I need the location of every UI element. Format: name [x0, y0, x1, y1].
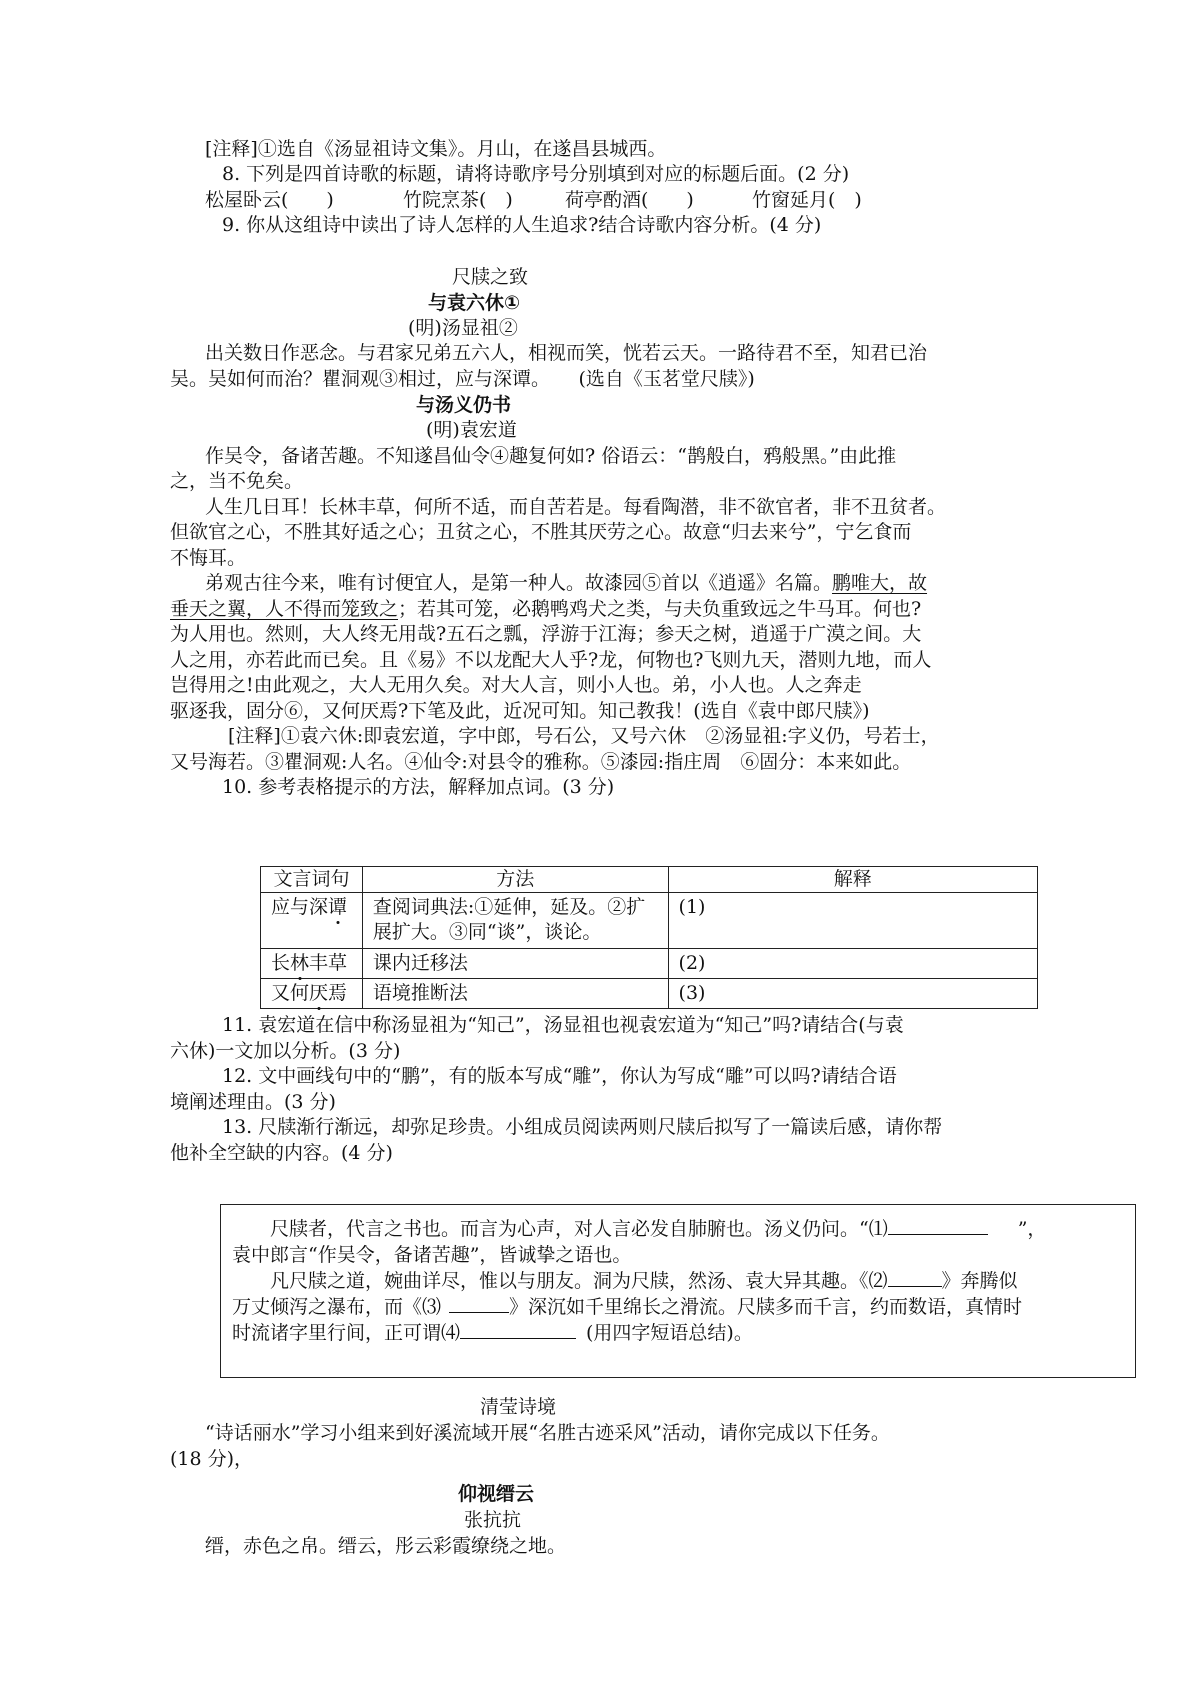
letter2-line-6-text: 弟观古往今来，唯有讨便宜人，是第一种人。故漆园⑤首以《逍遥》名篇。 [205, 572, 833, 594]
letter2-line-1: 作吴令，备诸苦趣。不知遂昌仙令④趣复何如? 俗语云：“鹊般白，鸦般黑。”由此推 [205, 445, 897, 467]
letter2-line-5: 不悔耳。 [170, 547, 247, 569]
method-cell: 查阅词典法:①延伸，延及。②扩 展扩大。③同“谈”，谈论。 [362, 893, 668, 949]
intro-line-1: “诗话丽水”学习小组来到好溪流域开展“名胜古迹采风”活动，请你完成以下任务。 [205, 1422, 890, 1444]
header-explanation: 解释 [668, 867, 1037, 893]
blank-3[interactable] [449, 1294, 509, 1313]
method-table [260, 866, 1038, 1009]
letter2-line-7 [170, 596, 921, 622]
blank-2[interactable] [888, 1268, 942, 1287]
letter2-line-4: 但欲官之心，不胜其好适之心；丑贫之心，不胜其厌劳之心。故意“归去来兮”，宁乞食而 [170, 521, 912, 543]
dotted-char: 厌 [309, 982, 329, 1004]
answer-cell: (3) [668, 979, 1037, 1009]
blank-4[interactable] [460, 1320, 576, 1339]
method-cell: 课内迁移法 [362, 949, 668, 979]
letter2-line-10: 岂得用之!由此观之，大人无用久矣。对大人言，则小人也。弟，小人也。人之奔走 [170, 674, 862, 696]
box-line-4: 万丈倾泻之瀑布，而《⑶ 》深沉如千里绵长之滑流。尺牍多而千言，约而数语，真情时 [232, 1296, 1023, 1318]
letter2-line-11: 驱逐我，固分⑥，又何厌焉?下笔及此，近况可知。知己教我！(选自《袁中郎尺牍》) [170, 700, 870, 722]
poem-title: 仰视缙云 [458, 1483, 535, 1505]
question-11-line-1: 11. 袁宏道在信中称汤显祖为“知己”，汤显祖也视袁宏道为“知己”吗?请结合(与袁 [222, 1014, 904, 1036]
dotted-char: 谭 [328, 896, 348, 918]
q8-title-4: 竹窗延月( ) [752, 189, 862, 211]
note-2-line-2: 又号海若。③瞿洞观:人名。④仙令:对县令的雅称。⑤漆园:指庄周 ⑥固分：本来如此。 [170, 751, 912, 773]
section-title-1: 尺牍之致 [452, 266, 529, 288]
header-phrase: 文言词句 [261, 867, 363, 893]
letter2-line-3: 人生几日耳！长林丰草，何所不适，而自苦若是。每看陶潜，非不欲官者，非不丑贫者。 [205, 496, 947, 518]
letter1-author: (明)汤显祖② [408, 317, 518, 339]
phrase-cell: 长林丰草 [261, 949, 363, 979]
letter1-line-1: 出关数日作恶念。与君家兄弟五六人，相视而笑，恍若云天。一路待君不至，知君已治 [205, 342, 928, 364]
blank-1[interactable] [888, 1216, 988, 1235]
q8-title-2: 竹院烹茶( ) [403, 189, 513, 211]
question-9: 9. 你从这组诗中读出了诗人怎样的人生追求?结合诗歌内容分析。(4 分) [222, 214, 822, 236]
letter2-line-8: 为人用也。然则，大人终无用哉?五石之瓢，浮游于江海；参天之树，逍遥于广漠之间。大 [170, 623, 922, 645]
letter2-line-2: 之，当不免矣。 [170, 470, 304, 492]
letter2-line-9: 人之用，亦若此而已矣。且《易》不以龙配大人乎?龙，何物也?飞则九天，潜则九地，而人 [170, 649, 932, 671]
intro-line-2: (18 分)， [170, 1448, 254, 1470]
letter2-title: 与汤义仍书 [416, 394, 512, 416]
section-title-2: 清莹诗境 [480, 1396, 557, 1418]
underlined-sentence-part-1: 鹏唯大，故 [832, 572, 928, 594]
phrase-cell: 应与深谭 [261, 893, 363, 949]
box-line-2: 袁中郎言“作吴令，备诸苦趣”，皆诚挚之语也。 [232, 1244, 632, 1266]
question-8: 8. 下列是四首诗歌的标题，请将诗歌序号分别填到对应的标题后面。(2 分) [222, 163, 850, 185]
note-1: [注释]①选自《汤显祖诗文集》。月山，在遂昌县城西。 [205, 138, 667, 160]
poem-author: 张抗抗 [464, 1509, 522, 1531]
q8-title-1: 松屋卧云( ) [205, 189, 334, 211]
question-13-line-1: 13. 尺牍渐行渐远，却弥足珍贵。小组成员阅读两则尺牍后拟写了一篇读后感，请你帮 [222, 1116, 943, 1138]
letter2-line-6 [205, 570, 927, 596]
letter2-author: (明)袁宏道 [426, 419, 517, 441]
letter2-line-7-text: ；若其可笼，必鹅鸭鸡犬之类，与夫负重致远之牛马耳。何也? [398, 598, 922, 620]
dotted-char: 林 [290, 952, 310, 974]
method-cell: 语境推断法 [362, 979, 668, 1009]
poem-line-1: 缙，赤色之帛。缙云，彤云彩霞缭绕之地。 [205, 1535, 567, 1557]
box-line-5: 时流诸字里行间，正可谓⑷ (用四字短语总结)。 [232, 1322, 753, 1344]
question-12-line-1: 12. 文中画线句中的“鹏”，有的版本写成“雕”，你认为写成“雕”可以吗?请结合语 [222, 1065, 897, 1087]
table-row [261, 979, 1038, 1009]
table-header-row [261, 867, 1038, 893]
question-12-line-2: 境阐述理由。(3 分) [170, 1091, 336, 1113]
letter1-line-2: 吴。吴如何而治？瞿洞观③相过，应与深谭。 (选自《玉茗堂尺牍》) [170, 368, 755, 390]
question-10: 10. 参考表格提示的方法，解释加点词。(3 分) [222, 776, 615, 798]
phrase-cell: 又何厌焉 [261, 979, 363, 1009]
box-line-3: 凡尺牍之道，婉曲详尽，惟以与朋友。洞为尺牍，然汤、袁大异其趣。《⑵ 》奔腾似 [270, 1270, 1018, 1292]
box-line-1: 尺牍者，代言之书也。而言为心声，对人言必发自肺腑也。汤义仍问。“⑴ ”， [270, 1218, 1047, 1240]
header-method: 方法 [362, 867, 668, 893]
question-13-line-2: 他补全空缺的内容。(4 分) [170, 1142, 393, 1164]
table-row [261, 949, 1038, 979]
answer-cell: (1) [668, 893, 1037, 949]
table-row [261, 893, 1038, 949]
note-2-line-1: [注释]①袁六休:即袁宏道，字中郎，号石公，又号六休 ②汤显祖:字义仍，号若士， [228, 725, 940, 747]
question-11-line-2: 六休)一文加以分析。(3 分) [170, 1040, 401, 1062]
q8-title-3: 荷亭酌酒( ) [565, 189, 694, 211]
letter1-title: 与袁六休① [428, 292, 521, 314]
answer-cell: (2) [668, 949, 1037, 979]
underlined-sentence-part-2: 垂天之翼，人不得而笼致之 [170, 598, 399, 620]
